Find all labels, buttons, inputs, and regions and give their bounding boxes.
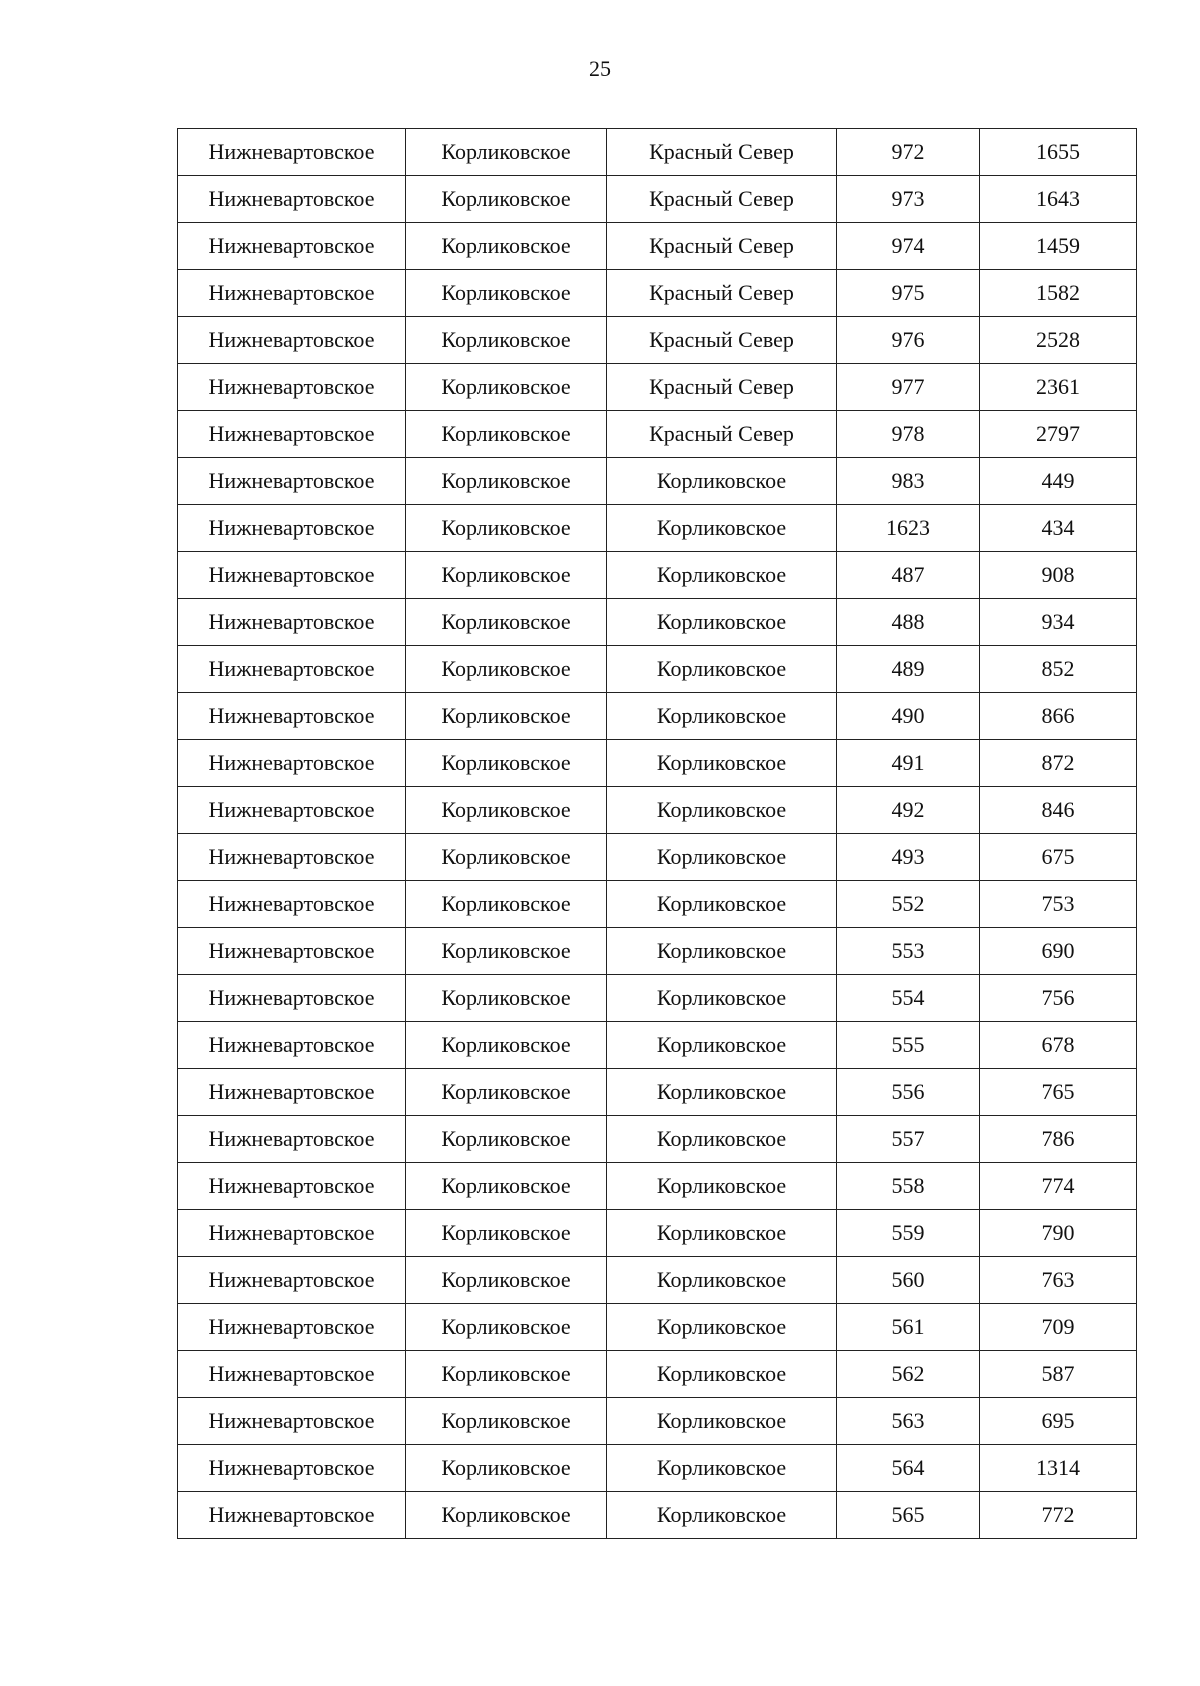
number-cell: 491 — [837, 740, 980, 787]
value-cell: 852 — [980, 646, 1137, 693]
district-cell: Нижневартовское — [178, 129, 406, 176]
district-cell: Нижневартовское — [178, 1257, 406, 1304]
district-cell: Нижневартовское — [178, 975, 406, 1022]
table-row — [178, 1257, 1137, 1304]
value-cell: 449 — [980, 458, 1137, 505]
table-row — [178, 223, 1137, 270]
value-cell: 709 — [980, 1304, 1137, 1351]
settlement-cell: Корликовское — [406, 693, 607, 740]
district-cell: Нижневартовское — [178, 1022, 406, 1069]
table-row — [178, 552, 1137, 599]
table-row — [178, 364, 1137, 411]
locality-cell: Корликовское — [607, 834, 837, 881]
settlement-cell: Корликовское — [406, 1116, 607, 1163]
district-cell: Нижневартовское — [178, 787, 406, 834]
value-cell: 753 — [980, 881, 1137, 928]
locality-cell: Корликовское — [607, 1116, 837, 1163]
number-cell: 490 — [837, 693, 980, 740]
locality-cell: Корликовское — [607, 881, 837, 928]
number-cell: 556 — [837, 1069, 980, 1116]
locality-cell: Корликовское — [607, 1257, 837, 1304]
settlement-cell: Корликовское — [406, 458, 607, 505]
number-cell: 493 — [837, 834, 980, 881]
number-cell: 1623 — [837, 505, 980, 552]
locality-cell: Корликовское — [607, 740, 837, 787]
locality-cell: Корликовское — [607, 1304, 837, 1351]
table-row — [178, 928, 1137, 975]
district-cell: Нижневартовское — [178, 928, 406, 975]
value-cell: 1582 — [980, 270, 1137, 317]
number-cell: 983 — [837, 458, 980, 505]
value-cell: 690 — [980, 928, 1137, 975]
value-cell: 763 — [980, 1257, 1137, 1304]
district-cell: Нижневартовское — [178, 1069, 406, 1116]
settlement-cell: Корликовское — [406, 552, 607, 599]
data-table — [177, 128, 1137, 1539]
settlement-cell: Корликовское — [406, 881, 607, 928]
settlement-cell: Корликовское — [406, 411, 607, 458]
locality-cell: Красный Север — [607, 411, 837, 458]
table-row — [178, 1210, 1137, 1257]
value-cell: 678 — [980, 1022, 1137, 1069]
table-row — [178, 176, 1137, 223]
locality-cell: Красный Север — [607, 223, 837, 270]
district-cell: Нижневартовское — [178, 364, 406, 411]
locality-cell: Красный Север — [607, 364, 837, 411]
district-cell: Нижневартовское — [178, 881, 406, 928]
district-cell: Нижневартовское — [178, 1492, 406, 1539]
number-cell: 488 — [837, 599, 980, 646]
table-row — [178, 787, 1137, 834]
number-cell: 974 — [837, 223, 980, 270]
locality-cell: Красный Север — [607, 129, 837, 176]
table-row — [178, 834, 1137, 881]
district-cell: Нижневартовское — [178, 411, 406, 458]
value-cell: 872 — [980, 740, 1137, 787]
settlement-cell: Корликовское — [406, 129, 607, 176]
table-row — [178, 881, 1137, 928]
settlement-cell: Корликовское — [406, 787, 607, 834]
settlement-cell: Корликовское — [406, 928, 607, 975]
district-cell: Нижневартовское — [178, 317, 406, 364]
value-cell: 765 — [980, 1069, 1137, 1116]
settlement-cell: Корликовское — [406, 505, 607, 552]
number-cell: 564 — [837, 1445, 980, 1492]
table-row — [178, 129, 1137, 176]
table-row — [178, 458, 1137, 505]
value-cell: 1459 — [980, 223, 1137, 270]
table-row — [178, 1492, 1137, 1539]
district-cell: Нижневартовское — [178, 834, 406, 881]
table-row — [178, 411, 1137, 458]
table-row — [178, 1022, 1137, 1069]
table-row — [178, 1163, 1137, 1210]
table-row — [178, 1116, 1137, 1163]
number-cell: 563 — [837, 1398, 980, 1445]
settlement-cell: Корликовское — [406, 1163, 607, 1210]
settlement-cell: Корликовское — [406, 740, 607, 787]
value-cell: 846 — [980, 787, 1137, 834]
value-cell: 1655 — [980, 129, 1137, 176]
district-cell: Нижневартовское — [178, 740, 406, 787]
settlement-cell: Корликовское — [406, 1304, 607, 1351]
district-cell: Нижневартовское — [178, 270, 406, 317]
locality-cell: Красный Север — [607, 270, 837, 317]
value-cell: 774 — [980, 1163, 1137, 1210]
district-cell: Нижневартовское — [178, 552, 406, 599]
value-cell: 934 — [980, 599, 1137, 646]
settlement-cell: Корликовское — [406, 1351, 607, 1398]
district-cell: Нижневартовское — [178, 176, 406, 223]
table-row — [178, 1351, 1137, 1398]
value-cell: 587 — [980, 1351, 1137, 1398]
table-row — [178, 740, 1137, 787]
locality-cell: Корликовское — [607, 505, 837, 552]
locality-cell: Корликовское — [607, 1445, 837, 1492]
number-cell: 565 — [837, 1492, 980, 1539]
number-cell: 487 — [837, 552, 980, 599]
settlement-cell: Корликовское — [406, 1257, 607, 1304]
district-cell: Нижневартовское — [178, 646, 406, 693]
district-cell: Нижневартовское — [178, 505, 406, 552]
number-cell: 552 — [837, 881, 980, 928]
value-cell: 2528 — [980, 317, 1137, 364]
table-row — [178, 1069, 1137, 1116]
table-row — [178, 1398, 1137, 1445]
settlement-cell: Корликовское — [406, 176, 607, 223]
locality-cell: Корликовское — [607, 1492, 837, 1539]
locality-cell: Корликовское — [607, 975, 837, 1022]
locality-cell: Корликовское — [607, 1069, 837, 1116]
settlement-cell: Корликовское — [406, 599, 607, 646]
district-cell: Нижневартовское — [178, 1116, 406, 1163]
locality-cell: Корликовское — [607, 599, 837, 646]
settlement-cell: Корликовское — [406, 1398, 607, 1445]
number-cell: 560 — [837, 1257, 980, 1304]
district-cell: Нижневартовское — [178, 599, 406, 646]
value-cell: 1314 — [980, 1445, 1137, 1492]
district-cell: Нижневартовское — [178, 223, 406, 270]
locality-cell: Красный Север — [607, 317, 837, 364]
table-row — [178, 505, 1137, 552]
settlement-cell: Корликовское — [406, 975, 607, 1022]
district-cell: Нижневартовское — [178, 1398, 406, 1445]
number-cell: 561 — [837, 1304, 980, 1351]
number-cell: 557 — [837, 1116, 980, 1163]
number-cell: 554 — [837, 975, 980, 1022]
settlement-cell: Корликовское — [406, 317, 607, 364]
table-row — [178, 317, 1137, 364]
table-row — [178, 270, 1137, 317]
number-cell: 559 — [837, 1210, 980, 1257]
table-row — [178, 599, 1137, 646]
settlement-cell: Корликовское — [406, 364, 607, 411]
locality-cell: Корликовское — [607, 693, 837, 740]
page-number: 25 — [589, 56, 611, 81]
district-cell: Нижневартовское — [178, 458, 406, 505]
locality-cell: Корликовское — [607, 552, 837, 599]
number-cell: 975 — [837, 270, 980, 317]
settlement-cell: Корликовское — [406, 1069, 607, 1116]
table-body — [178, 129, 1137, 1539]
locality-cell: Корликовское — [607, 787, 837, 834]
number-cell: 973 — [837, 176, 980, 223]
value-cell: 695 — [980, 1398, 1137, 1445]
number-cell: 489 — [837, 646, 980, 693]
settlement-cell: Корликовское — [406, 223, 607, 270]
number-cell: 562 — [837, 1351, 980, 1398]
locality-cell: Корликовское — [607, 1163, 837, 1210]
locality-cell: Корликовское — [607, 1022, 837, 1069]
settlement-cell: Корликовское — [406, 1210, 607, 1257]
number-cell: 978 — [837, 411, 980, 458]
locality-cell: Корликовское — [607, 1210, 837, 1257]
locality-cell: Корликовское — [607, 1351, 837, 1398]
settlement-cell: Корликовское — [406, 1492, 607, 1539]
number-cell: 492 — [837, 787, 980, 834]
table-row — [178, 1304, 1137, 1351]
number-cell: 977 — [837, 364, 980, 411]
number-cell: 555 — [837, 1022, 980, 1069]
value-cell: 2797 — [980, 411, 1137, 458]
value-cell: 675 — [980, 834, 1137, 881]
locality-cell: Корликовское — [607, 646, 837, 693]
district-cell: Нижневартовское — [178, 1163, 406, 1210]
number-cell: 976 — [837, 317, 980, 364]
value-cell: 2361 — [980, 364, 1137, 411]
settlement-cell: Корликовское — [406, 1445, 607, 1492]
number-cell: 972 — [837, 129, 980, 176]
district-cell: Нижневартовское — [178, 693, 406, 740]
value-cell: 908 — [980, 552, 1137, 599]
value-cell: 756 — [980, 975, 1137, 1022]
district-cell: Нижневартовское — [178, 1445, 406, 1492]
number-cell: 553 — [837, 928, 980, 975]
value-cell: 786 — [980, 1116, 1137, 1163]
number-cell: 558 — [837, 1163, 980, 1210]
locality-cell: Корликовское — [607, 1398, 837, 1445]
locality-cell: Красный Север — [607, 176, 837, 223]
district-cell: Нижневартовское — [178, 1304, 406, 1351]
value-cell: 790 — [980, 1210, 1137, 1257]
value-cell: 1643 — [980, 176, 1137, 223]
value-cell: 772 — [980, 1492, 1137, 1539]
value-cell: 434 — [980, 505, 1137, 552]
settlement-cell: Корликовское — [406, 834, 607, 881]
table-row — [178, 646, 1137, 693]
settlement-cell: Корликовское — [406, 1022, 607, 1069]
value-cell: 866 — [980, 693, 1137, 740]
locality-cell: Корликовское — [607, 458, 837, 505]
table-row — [178, 975, 1137, 1022]
district-cell: Нижневартовское — [178, 1210, 406, 1257]
settlement-cell: Корликовское — [406, 270, 607, 317]
locality-cell: Корликовское — [607, 928, 837, 975]
district-cell: Нижневартовское — [178, 1351, 406, 1398]
settlement-cell: Корликовское — [406, 646, 607, 693]
table-row — [178, 1445, 1137, 1492]
table-row — [178, 693, 1137, 740]
